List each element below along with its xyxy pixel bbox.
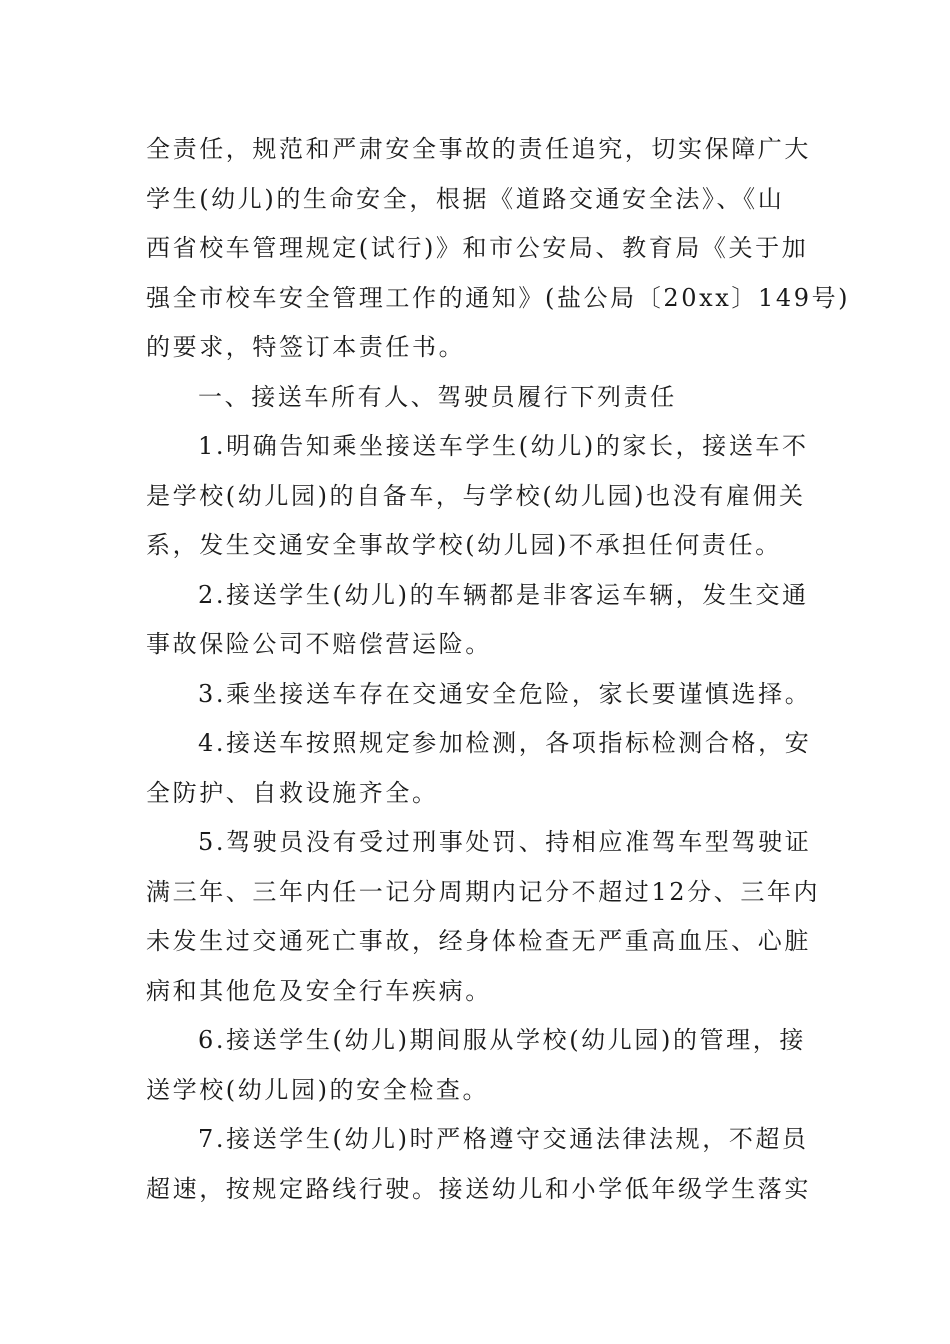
text-line: 未发生过交通死亡事故，经身体检查无严重高血压、心脏 — [146, 927, 811, 955]
paragraph-first-line: 3.乘坐接送车存在交通安全危险，家长要谨慎选择。 — [198, 679, 812, 708]
paragraph-first-line: 2.接送学生(幼儿)的车辆都是非客运车辆，发生交通 — [198, 580, 809, 609]
text-line: 送学校(幼儿园)的安全检查。 — [146, 1075, 490, 1104]
text-line: 全责任，规范和严肃安全事故的责任追究，切实保障广大 — [146, 135, 811, 163]
text-line: 病和其他危及安全行车疾病。 — [146, 976, 492, 1005]
paragraph-first-line: 1.明确告知乘坐接送车学生(幼儿)的家长，接送车不 — [198, 432, 809, 460]
text-line: 全防护、自救设施齐全。 — [146, 778, 439, 807]
paragraph-first-line: 4.接送车按照规定参加检测，各项指标检测合格，安 — [198, 729, 812, 757]
text-line: 事故保险公司不赔偿营运险。 — [146, 630, 492, 658]
paragraph-first-line: 一、接送车所有人、驾驶员履行下列责任 — [198, 382, 677, 411]
paragraph-first-line: 5.驾驶员没有受过刑事处罚、持相应准驾车型驾驶证 — [198, 828, 812, 856]
text-line: 的要求，特签订本责任书。 — [146, 333, 466, 361]
text-line: 强全市校车安全管理工作的通知》(盐公局〔20xx〕149号) — [146, 283, 851, 312]
document-body — [146, 125, 851, 1214]
text-line: 满三年、三年内任一记分周期内记分不超过12分、三年内 — [146, 877, 821, 906]
paragraph-first-line: 7.接送学生(幼儿)时严格遵守交通法律法规，不超员 — [198, 1125, 809, 1153]
text-line: 系，发生交通安全事故学校(幼儿园)不承担任何责任。 — [146, 531, 782, 559]
text-line: 西省校车管理规定(试行)》和市公安局、教育局《关于加 — [146, 234, 809, 262]
text-line: 学生(幼儿)的生命安全，根据《道路交通安全法》、《山 — [146, 184, 785, 213]
text-line: 超速，按规定路线行驶。接送幼儿和小学低年级学生落实 — [146, 1174, 811, 1203]
paragraph-first-line: 6.接送学生(幼儿)期间服从学校(幼儿园)的管理，接 — [198, 1026, 806, 1054]
text-line: 是学校(幼儿园)的自备车，与学校(幼儿园)也没有雇佣关 — [146, 481, 806, 510]
